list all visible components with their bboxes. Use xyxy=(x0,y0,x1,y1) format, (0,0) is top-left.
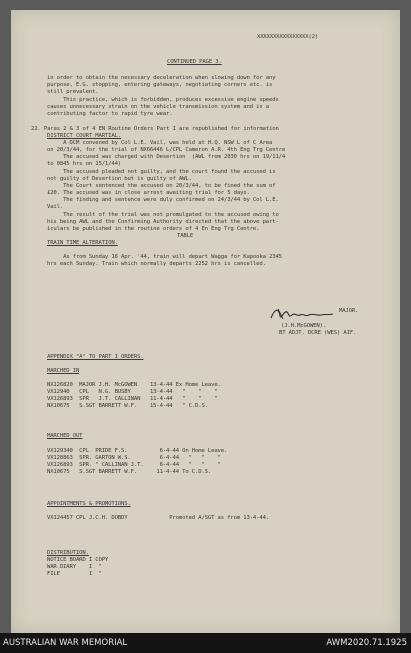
text-line: The Court sentenced the accused on 20/3/44, to be fined the sum of xyxy=(47,183,276,189)
header-mark: XXXXXXXXXXXXXXXX(2) xyxy=(257,34,319,40)
text-line: his being AWL and the Confirming Authority directed that the above part- xyxy=(47,219,279,225)
continued-heading: CONTINUED PAGE 3. xyxy=(167,59,222,65)
list-item: VX124457 CPL J.C.H. DOBDY Promoted A/SGT as from 13-4-44. xyxy=(47,515,270,521)
marched-in-heading: MARCHED IN xyxy=(47,368,80,374)
text-line: iculars be published in the routine orders of 4 En Eng Trg Centre. xyxy=(47,226,260,232)
train-heading: TRAIN TIME ALTERATION. xyxy=(47,240,118,246)
footer-bar xyxy=(0,633,411,653)
text-line: The accused pleaded not guilty, and the court found the accused is xyxy=(47,169,276,175)
list-item: NX126820 MAJOR J.H. McGOWEN 13-4-44 Ex Home Leave. xyxy=(47,382,221,388)
handwritten-signature xyxy=(269,306,339,322)
text-line: 22. Paras 2 & 3 of 4 EN Routine Orders Part I are republished for information xyxy=(31,126,279,132)
text-line: to 0845 hrs on 15/1/44) xyxy=(47,161,122,167)
text-line: This practice, which is forbidden, produces excessive engine speeds xyxy=(47,97,279,103)
signature-name: (J.H.McGOWEN). xyxy=(281,323,327,329)
text-line: purpose, E.G. stopping, entering gateways, negotiating corners etc. is xyxy=(47,82,273,88)
section-heading: DISTRICT COURT MARTIAL. xyxy=(47,133,122,139)
text-line: The accused was charged with Desertion (AWL from 2030 hrs on 19/11/4 xyxy=(47,154,286,160)
text-line: Vail. xyxy=(47,204,64,210)
marched-out-heading: MARCHED OUT xyxy=(47,433,83,439)
appointments-heading: APPOINTMENTS & PROMOTIONS. xyxy=(47,501,131,507)
list-item: VX126893 SPR J.T. CALLINAN 11-4-44 " " " xyxy=(47,396,218,402)
table-label: TABLE xyxy=(177,233,194,239)
distribution-heading: DISTRIBUTION. xyxy=(47,550,89,556)
signature-title: BT ADJT. DCRE (WES) AIF. xyxy=(279,330,357,336)
list-item: VX128863 SPR. GARTON W.S. 6-4-44 " " " xyxy=(47,455,221,461)
document-page xyxy=(11,10,400,633)
text-line: not guilty of Desertion but is guilty of AWL. xyxy=(47,176,192,182)
text-line: As from Sunday 16 Apr. '44, train will depart Wagga for Kapooka 2345 xyxy=(47,254,282,260)
text-line: still prevalent. xyxy=(47,89,99,95)
text-line: in order to obtain the necessary deceleration when slowing down for any xyxy=(47,75,276,81)
footer-source: AUSTRALIAN WAR MEMORIAL xyxy=(3,638,128,648)
footer-accession: AWM2020.71.1925 xyxy=(326,638,407,648)
list-item: VX126893 SPR. " CALLINAN J.T. 6-4-44 " " " xyxy=(47,462,221,468)
text-line: on 20/3/44, for the trial of NX66446 L/CPL Cameron A.R. 4th Eng Trg Centre xyxy=(47,147,286,153)
text-line: hrs each Sunday. Train which normally departs 2252 hrs is cancelled. xyxy=(47,261,266,267)
text-line: contributing factor to rapid tyre wear. xyxy=(47,111,173,117)
list-item: VX129340 CPL PRIDE F.S. 6-4-44 On Home Leave. xyxy=(47,448,228,454)
text-line: A DCM convened by Col L.E. Vail, was held at H.Q. NSW L of C Area xyxy=(47,140,273,146)
list-item: VX12940 CPL N.G. BUSBY 13-4-44 " " " xyxy=(47,389,218,395)
text-line: causes unnecessary strain on the vehicle transmission system and is a xyxy=(47,104,270,110)
appendix-heading: APPENDIX "A" TO PART I ORDERS. xyxy=(47,354,144,360)
text-line: £20. The accused was in close arrest awaiting trial for 5 days. xyxy=(47,190,250,196)
list-item: NX10675 S.SGT BARRETT W.F. 11-4-44 To C.D.S. xyxy=(47,469,212,475)
list-item: FILE I " xyxy=(47,571,102,577)
list-item: NOTICE BOARD I COPY xyxy=(47,557,109,563)
text-line: The finding and sentence were duly confirmed on 24/3/44 by Col L.E. xyxy=(47,197,279,203)
list-item: NX10675 S.SGT BARRETT W.F. 15-4-44 " C.D.S. xyxy=(47,403,208,409)
text-line: The result of the trial was not promulgated to the accused owing to xyxy=(47,212,279,218)
signature-rank: MAJOR. xyxy=(339,308,359,314)
list-item: WAR DIARY I " xyxy=(47,564,102,570)
